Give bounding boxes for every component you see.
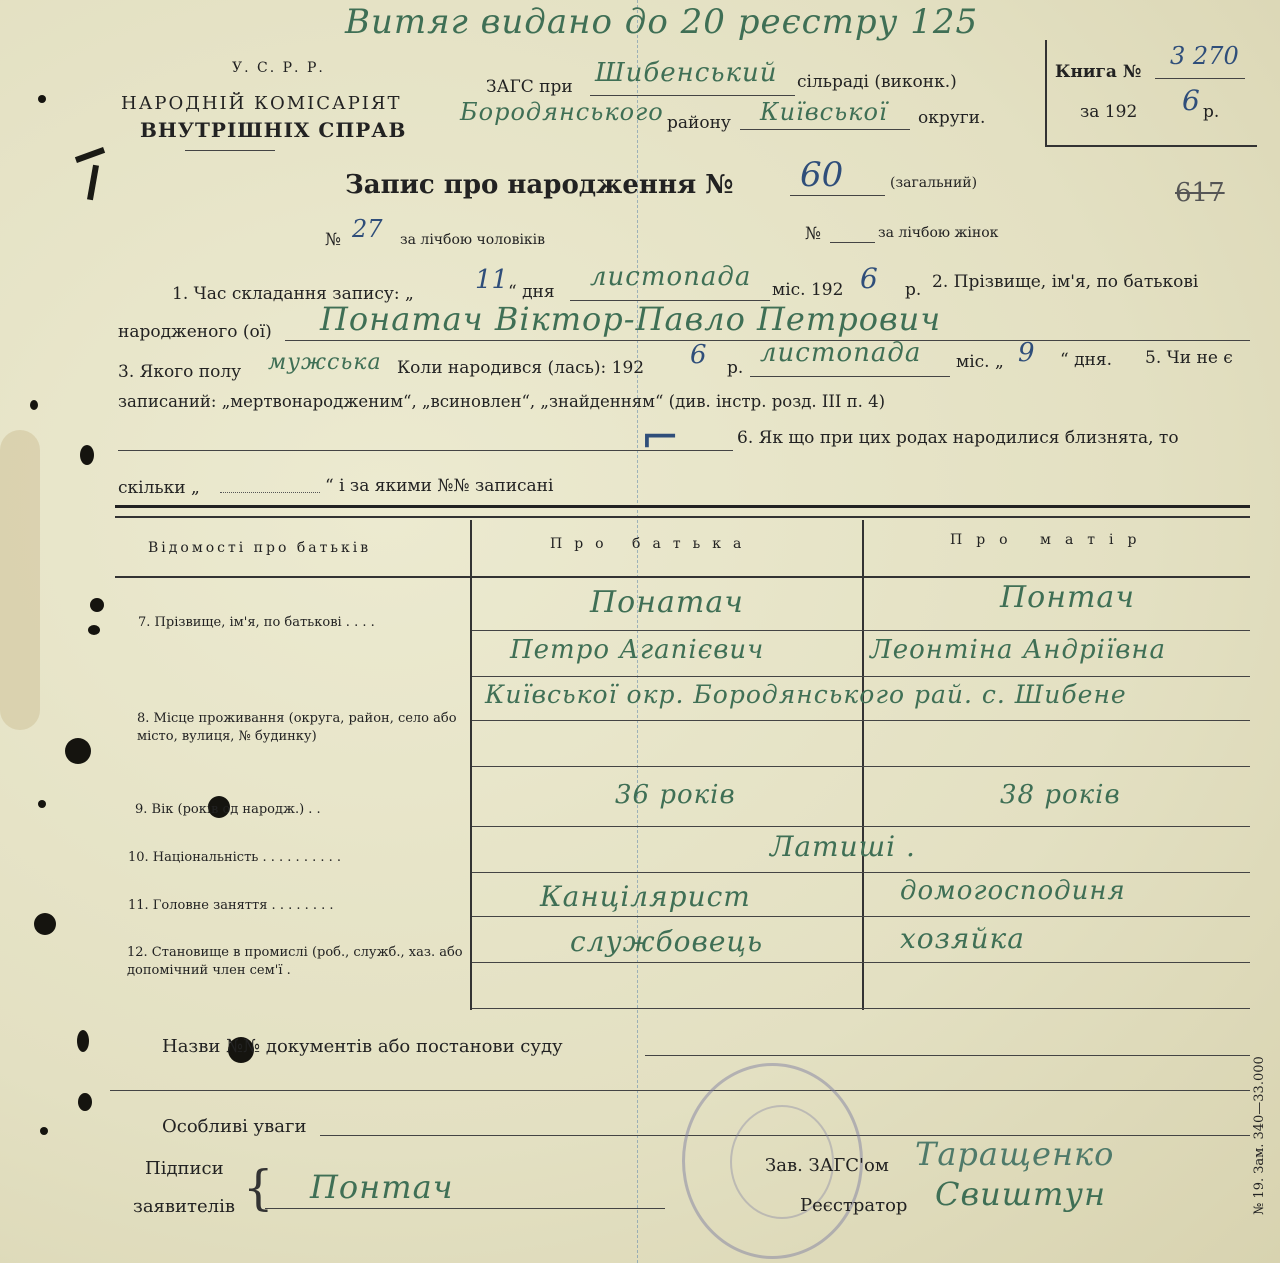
- item3-month: листопада: [760, 338, 922, 368]
- punch-hole: [65, 738, 91, 764]
- item6-text: 6. Як що при цих родах народилися близнята, то: [737, 428, 1179, 448]
- item3-label: 3. Якого полу: [118, 362, 242, 382]
- row9-line: [472, 826, 1250, 827]
- row9-father-age: 36 років: [615, 780, 736, 810]
- row7-father-name: Петро Агапієвич: [510, 635, 765, 665]
- row11-father-occupation: Канцілярист: [540, 880, 751, 913]
- item2-value: Понатач Віктор-Павло Петрович: [320, 300, 942, 338]
- table-col-sep-2: [862, 520, 864, 1010]
- table-header-info: Відомості про батьків: [148, 540, 372, 556]
- okrug-line: [740, 129, 910, 130]
- applicant-signature: Понтач: [310, 1168, 454, 1206]
- item2-label: народженого (ої): [118, 322, 272, 342]
- head-signature: Таращенко: [915, 1135, 1115, 1173]
- punch-hole: [38, 95, 46, 103]
- row10-nationality: Латиші .: [770, 830, 916, 863]
- item1-year-digit: 6: [860, 262, 878, 295]
- affairs-label: ВНУТРІШНІХ СПРАВ: [140, 118, 407, 142]
- row8-label-1: 8. Місце проживання (округа, район, село або місто, вулиця, № будинку): [137, 711, 457, 744]
- row12-father-status: службовець: [570, 925, 764, 958]
- row8-line-a: [472, 720, 1250, 721]
- item3-year-digit: 6: [690, 340, 707, 370]
- row11-label: 11. Головне заняття . . . . . . . .: [128, 898, 334, 913]
- zags-okrug-label: округи.: [918, 108, 986, 128]
- punch-hole: [90, 598, 104, 612]
- side-note: № 19. Зам. 340—33.000: [1252, 1056, 1267, 1215]
- row9-mother-age: 38 років: [1000, 780, 1121, 810]
- punch-hole: [30, 400, 38, 410]
- item5-inline-label: 5. Чи не є: [1145, 348, 1233, 368]
- paper-stain: [0, 430, 40, 730]
- female-count-prefix: №: [805, 224, 822, 244]
- table-header-mother: Про матір: [950, 532, 1151, 548]
- punch-hole: [38, 800, 46, 808]
- table-top-rule: [115, 505, 1250, 508]
- row11-mother-occupation: домогосподиня: [900, 876, 1126, 906]
- item3-month-line: [750, 376, 950, 377]
- item6-dots: [220, 492, 320, 493]
- item1-day: 11: [475, 265, 509, 295]
- row12-mother-status: хозяйка: [900, 922, 1025, 955]
- row10-line: [472, 872, 1250, 873]
- male-count-prefix: №: [325, 230, 342, 250]
- item2-inline-label: 2. Прізвище, ім'я, по батькові: [932, 272, 1199, 292]
- row10-label: 10. Національність . . . . . . . . . .: [128, 850, 342, 865]
- item3-day-suffix: “ дня.: [1060, 350, 1113, 370]
- commissariat-label: НАРОДНІЙ КОМІСАРІЯТ: [121, 93, 402, 114]
- item1-year-suffix: р.: [905, 280, 922, 300]
- item3-month-label: міс. „: [956, 352, 1004, 372]
- item1-month: листопада: [590, 262, 752, 292]
- zags-prefix: ЗАГС при: [486, 77, 573, 97]
- table-header-rule: [115, 576, 1250, 578]
- item5-text: записаний: „мертвонародженим“, „всиновлен“, „знайденням“ (див. інстр. розд. III п. 4): [118, 392, 886, 411]
- row8-father-place: Київської окр. Бородянського рай. с. Шибене: [485, 680, 1127, 709]
- row9-label: 9. Вік (років од народж.) . .: [135, 802, 321, 817]
- applicants-label: заявителів: [133, 1196, 235, 1217]
- applicant-sign-line: [265, 1208, 665, 1209]
- item3-born-label: Коли народився (лась): 192: [397, 358, 645, 378]
- header-underline: [185, 150, 275, 151]
- top-note: Витяг видано до 20 реєстру 125: [345, 2, 979, 42]
- item6-which: “ і за якими №№ записані: [325, 476, 554, 496]
- row11-line: [472, 916, 1250, 917]
- book-year-digit: 6: [1182, 84, 1200, 117]
- row8-line-b: [472, 766, 1250, 767]
- zags-okrug-value: Київської: [760, 98, 888, 126]
- table-top-rule2: [115, 516, 1250, 518]
- row7-mother-name: Леонтіна Андріївна: [870, 635, 1167, 665]
- registrar-label: Реєстратор: [800, 1195, 908, 1216]
- item3-sex: мужська: [268, 350, 382, 375]
- remarks-label: Особливі уваги: [162, 1116, 307, 1137]
- item3-day: 9: [1018, 338, 1035, 368]
- zags-district-value: Бородянського: [460, 98, 664, 126]
- female-count-line: [830, 242, 875, 243]
- punch-hole: [77, 1030, 89, 1052]
- row12-label: 12. Становище в промислі (роб., служб., хаз. або допомічний член сем'ї .: [127, 945, 463, 978]
- item1-month-label: міс. 192: [772, 280, 844, 300]
- zags-district-label: району: [667, 113, 731, 133]
- head-label: Зав. ЗАГС'ом: [765, 1155, 889, 1176]
- tear-mark: [75, 147, 105, 163]
- row7-mother-surname: Понтач: [1000, 580, 1135, 615]
- tear-mark: [87, 165, 99, 201]
- female-count-label: за лічбою жінок: [878, 225, 999, 241]
- row7-father-surname: Понатач: [590, 585, 744, 620]
- zags-council-suffix: сільраді (виконк.): [797, 72, 957, 92]
- documents-line: [645, 1055, 1250, 1056]
- corner-number: 617: [1175, 178, 1225, 208]
- book-label: Книга №: [1055, 62, 1142, 82]
- punch-hole: [34, 913, 56, 935]
- punch-hole: [88, 625, 100, 635]
- signatures-label: Підписи: [145, 1158, 224, 1179]
- row7-label: 7. Прізвище, ім'я, по батькові . . . .: [138, 615, 375, 630]
- row7-line-a: [472, 630, 1250, 631]
- item6-how-many: скільки „: [118, 478, 200, 498]
- male-count-value: 27: [352, 215, 383, 243]
- republic-label: У. С. Р. Р.: [232, 60, 325, 76]
- table-bottom-rule: [472, 1008, 1250, 1009]
- book-number: 3 270: [1170, 42, 1239, 70]
- book-number-line: [1155, 78, 1245, 79]
- item1-day-suffix: “ дня: [508, 282, 555, 302]
- zags-council-value: Шибенський: [595, 58, 778, 88]
- row7-line-b: [472, 676, 1250, 677]
- council-line: [590, 95, 795, 96]
- registrar-signature: Свиштун: [935, 1175, 1107, 1213]
- punch-hole: [78, 1093, 92, 1111]
- record-number: 60: [800, 155, 844, 195]
- item3-year-suffix: р.: [727, 358, 744, 378]
- record-number-line: [790, 195, 885, 196]
- row12-line: [472, 962, 1250, 963]
- punch-hole: [40, 1127, 48, 1135]
- documents-line-2: [110, 1090, 1250, 1091]
- record-general: (загальний): [890, 175, 978, 191]
- signature-brace: {: [243, 1160, 274, 1216]
- item6-dash: ⌐: [640, 410, 681, 466]
- book-year-suffix: р.: [1203, 102, 1220, 122]
- documents-label: Назви №№ документів або постанови суду: [162, 1036, 563, 1057]
- table-col-sep-1: [470, 520, 472, 1010]
- item1-label: 1. Час складання запису: „: [172, 284, 414, 304]
- punch-hole: [80, 445, 94, 465]
- table-header-father: Про батька: [550, 536, 754, 552]
- record-title: Запис про народження №: [345, 170, 734, 200]
- male-count-label: за лічбою чоловіків: [400, 232, 546, 248]
- book-year-prefix: за 192: [1080, 102, 1138, 122]
